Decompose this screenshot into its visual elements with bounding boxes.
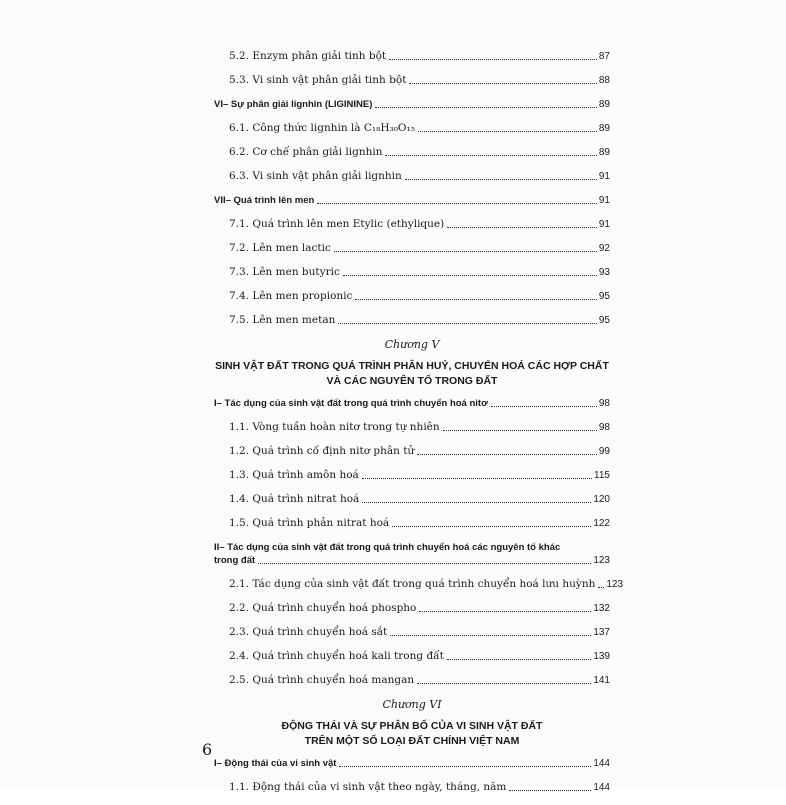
toc-entry-text-line-1: II– Tác dụng của sinh vật đất trong quá trình chuyển hoá các nguyên tố khác	[214, 542, 561, 553]
toc-entry	[214, 421, 610, 434]
toc-entry	[214, 602, 610, 615]
leader-dots	[392, 526, 591, 527]
leader-dots	[355, 299, 596, 300]
toc-entry-text: 1.1. Động thái của vi sinh vật theo ngày, tháng, năm	[229, 781, 507, 793]
toc-entry-text: 2.2. Quá trình chuyển hoá phospho	[229, 602, 417, 614]
toc-entry	[214, 650, 610, 663]
toc-entry-page: 91	[598, 171, 610, 182]
chapter-6-title-line-2: TRÊN MỘT SỐ LOẠI ĐẤT CHÍNH VIỆT NAM	[304, 735, 520, 747]
toc-entry-text: 2.1. Tác dụng của sinh vật đất trong quá trình chuyển hoá lưu huỳnh	[229, 578, 596, 590]
toc-entry-text: 2.5. Quá trình chuyển hoá mangan	[229, 674, 415, 686]
leader-dots	[598, 587, 604, 588]
toc-entry	[214, 757, 610, 770]
toc-entry-text: 1.2. Quá trình cố định nitơ phân tử	[229, 445, 415, 457]
toc-entry-text: 5.2. Enzym phân giải tinh bột	[229, 50, 387, 62]
leader-dots	[418, 131, 597, 132]
leader-dots	[339, 766, 591, 767]
toc-entry-page: 123	[593, 555, 610, 566]
leader-dots	[417, 454, 597, 455]
leader-dots	[409, 83, 596, 84]
toc-group-chapter-4-tail	[214, 50, 610, 327]
toc-entry	[214, 674, 610, 687]
toc-group-chapter-5-part-2	[214, 578, 624, 687]
toc-entry-page: 115	[594, 470, 610, 481]
toc-entry-text: I– Tác dụng của sinh vật đất trong quá trình chuyển hoá nitơ	[214, 398, 488, 409]
leader-dots	[317, 203, 597, 204]
leader-dots	[509, 790, 591, 791]
toc-entry-text: 6.2. Cơ chế phân giải lignhin	[229, 146, 383, 158]
toc-entry	[214, 290, 610, 303]
toc-entry-page: 89	[598, 147, 610, 158]
toc-entry	[214, 266, 610, 279]
toc-entry-page: 98	[598, 422, 610, 433]
leader-dots	[405, 179, 597, 180]
table-of-contents	[214, 50, 624, 805]
toc-entry-page: 89	[598, 99, 610, 110]
chapter-5-title	[214, 359, 610, 389]
toc-entry-two-line	[214, 541, 610, 567]
leader-dots	[362, 478, 592, 479]
toc-entry-text: I– Động thái của vi sinh vật	[214, 758, 337, 769]
toc-entry	[214, 397, 610, 410]
toc-entry-page: 99	[598, 446, 610, 457]
toc-entry-page: 139	[593, 651, 610, 662]
toc-entry-text: 7.3. Lên men butyric	[229, 266, 340, 278]
toc-entry-text: 1.3. Quá trình amôn hoá	[229, 469, 359, 481]
toc-entry-text: 2.4. Quá trình chuyển hoá kali trong đất	[229, 650, 444, 662]
toc-entry-page: 144	[593, 758, 610, 769]
toc-entry	[214, 578, 624, 591]
toc-entry	[214, 170, 610, 183]
toc-entry-page: 93	[598, 267, 610, 278]
toc-entry-page: 122	[593, 518, 610, 529]
toc-entry-page: 87	[598, 51, 610, 62]
chapter-6-label: Chương VI	[382, 698, 442, 711]
leader-dots	[375, 107, 597, 108]
toc-entry-text: 7.1. Quá trình lên men Etylic (ethylique)	[229, 218, 445, 230]
toc-entry	[214, 445, 610, 458]
toc-entry	[214, 469, 610, 482]
toc-entry-page: 144	[593, 782, 610, 793]
toc-entry-text-line-2: trong đất	[214, 555, 256, 566]
leader-dots	[447, 659, 591, 660]
toc-entry	[214, 493, 610, 506]
toc-entry-page: 91	[598, 195, 610, 206]
leader-dots	[389, 59, 597, 60]
toc-entry-page: 92	[598, 243, 610, 254]
toc-entry	[214, 242, 610, 255]
leader-dots	[419, 611, 591, 612]
leader-dots	[390, 635, 591, 636]
leader-dots	[385, 155, 596, 156]
toc-entry	[214, 218, 610, 231]
toc-entry-page: 137	[593, 627, 610, 638]
toc-entry-page: 88	[598, 75, 610, 86]
toc-entry	[214, 626, 610, 639]
toc-entry	[214, 517, 610, 530]
toc-entry	[214, 98, 610, 111]
toc-entry-page: 141	[593, 675, 610, 686]
toc-entry-text: 5.3. Vi sinh vật phân giải tinh bột	[229, 74, 407, 86]
toc-entry-page: 91	[598, 219, 610, 230]
toc-entry-text: 1.5. Quá trình phản nitrat hoá	[229, 517, 390, 529]
chapter-6-title-line-1: ĐỘNG THÁI VÀ SỰ PHÂN BỐ CỦA VI SINH VẬT ĐẤT	[281, 720, 543, 732]
toc-entry-page: 95	[598, 291, 610, 302]
leader-dots	[447, 227, 597, 228]
toc-entry-text: 6.3. Vi sinh vật phân giải lignhin	[229, 170, 402, 182]
toc-entry-text: 1.1. Vòng tuần hoàn nitơ trong tự nhiên	[229, 421, 440, 433]
toc-entry-page: 95	[598, 315, 610, 326]
leader-dots	[443, 430, 597, 431]
toc-entry	[214, 74, 610, 87]
leader-dots	[343, 275, 597, 276]
toc-entry	[214, 781, 610, 794]
toc-entry	[214, 122, 610, 135]
chapter-5-title-line-1: SINH VẬT ĐẤT TRONG QUÁ TRÌNH PHÂN HUỶ, CHUYỂN HOÁ CÁC HỢP CHẤT	[215, 360, 609, 372]
toc-entry	[214, 50, 610, 63]
toc-entry	[214, 194, 610, 207]
toc-entry	[214, 314, 610, 327]
toc-entry-text: 2.3. Quá trình chuyển hoá sắt	[229, 626, 388, 638]
toc-entry-text: 7.5. Lên men metan	[229, 314, 336, 326]
leader-dots	[258, 563, 591, 564]
toc-entry-page: 98	[598, 398, 610, 409]
page-number: 6	[202, 740, 213, 759]
chapter-5-label: Chương V	[384, 338, 440, 351]
leader-dots	[417, 683, 591, 684]
toc-entry-text: 7.2. Lên men lactic	[229, 242, 331, 254]
leader-dots	[334, 251, 597, 252]
toc-entry-text: 7.4. Lên men propionic	[229, 290, 353, 302]
toc-entry-text: 1.4. Quá trình nitrat hoá	[229, 493, 360, 505]
toc-group-chapter-5-part-1	[214, 397, 610, 530]
toc-entry-page: 123	[606, 579, 624, 590]
leader-dots	[491, 406, 597, 407]
leader-dots	[362, 502, 591, 503]
toc-entry	[214, 146, 610, 159]
leader-dots	[338, 323, 597, 324]
toc-entry-text: VI– Sự phân giải lignhin (LIGININE)	[214, 99, 373, 110]
toc-entry-text: 6.1. Công thức lignhin là C₁₈H₃₀O₁₅	[229, 122, 415, 134]
toc-entry-page: 120	[593, 494, 610, 505]
toc-group-chapter-6	[214, 757, 610, 794]
chapter-6-title	[214, 719, 610, 749]
chapter-5-title-line-2: VÀ CÁC NGUYÊN TỐ TRONG ĐẤT	[326, 375, 498, 387]
toc-entry-page: 89	[598, 123, 610, 134]
toc-entry-text: VII– Quá trình lên men	[214, 195, 315, 206]
toc-entry-page: 132	[593, 603, 610, 614]
